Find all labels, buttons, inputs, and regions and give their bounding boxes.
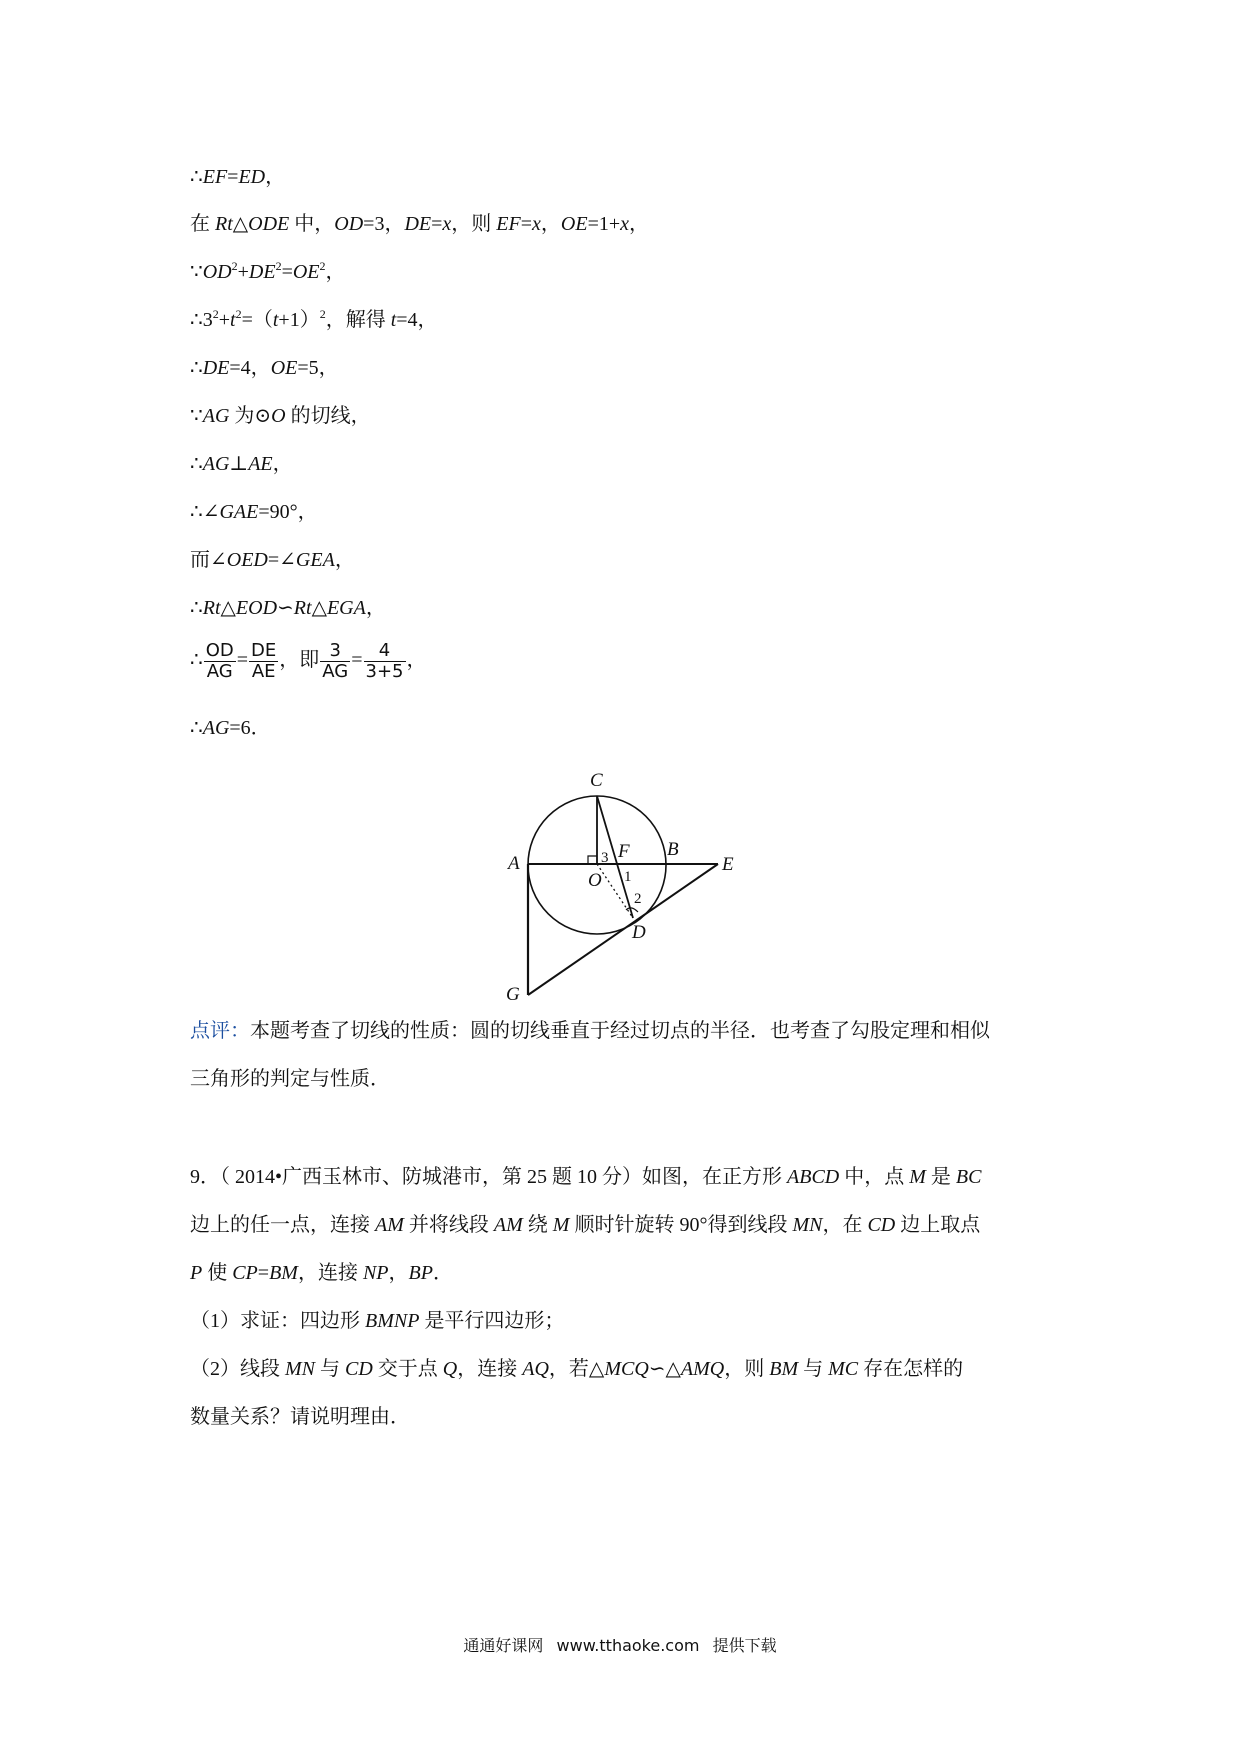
problem9-part-2-line-1: （2）线段 MN 与 CD 交于点 Q，连接 AQ，若△MCQ∽△AMQ，则 BM 与 MC 存在怎样的 [190, 1358, 964, 1380]
fraction-od-ag: $\frac{OD}{AG}$ [205, 639, 234, 682]
fraction-de-ae: $\frac{DE}{AE}$ [251, 639, 277, 682]
label-e: E [722, 854, 734, 875]
label-c: C [590, 770, 603, 791]
problem9-line-2: 边上的任一点，连接 AM 并将线段 AM 绕 M 顺时针旋转 90°得到线段 MN，在 CD 边上取点 [190, 1214, 981, 1236]
footer-suffix: 提供下载 [712, 1636, 777, 1655]
label-o: O [588, 870, 602, 891]
problem9-part-2-line-2: 数量关系？请说明理由． [190, 1406, 410, 1428]
step-4: $\therefore 3^2+t^2=(t+1)^2$，解得 t=4， [190, 307, 438, 331]
problem9-line-3: P 使 CP=BM，连接 NP，BP． [190, 1262, 453, 1284]
label-angle-2: 2 [634, 891, 642, 907]
step-6: ∵AG 为⊙O 的切线， [190, 405, 371, 427]
fraction-4-8: $\frac{4}{3+5}$ [365, 639, 404, 682]
problem9-part-1: （1）求证：四边形 BMNP 是平行四边形； [190, 1310, 565, 1332]
label-a: A [508, 853, 520, 874]
comment-line-1: 点评：本题考查了切线的性质：圆的切线垂直于经过切点的半径．也考查了勾股定理和相似 [190, 1020, 990, 1042]
label-g: G [506, 984, 520, 1005]
geometry-figure [490, 760, 760, 1010]
problem9-line-1: 9．（ 2014•广西玉林市、防城港市，第 25 题 10 分）如图，在正方形 ABCD 中，点 M 是 BC [190, 1166, 982, 1188]
step-8: ∴∠GAE=90°， [190, 501, 318, 523]
comment-label: 点评： [190, 1020, 250, 1042]
step-11-proportion: ∴ $\frac{OD}{AG}$ = $\frac{DE}{AE}$ ，即 $\frac{3}{AG}$ = $\frac{4}{3+5}$ ， [190, 639, 427, 682]
label-angle-1: 1 [624, 869, 632, 885]
step-3: $\because OD^2+DE^2=OE^2$， [190, 259, 346, 283]
step-9: 而∠OED=∠GEA， [190, 549, 355, 571]
fraction-3-ag: $\frac{3}{AG}$ [322, 639, 349, 682]
footer-url[interactable]: www.tthaoke.com [556, 1636, 700, 1655]
step-7: ∴AG⊥AE， [190, 453, 293, 475]
label-f: F [618, 841, 630, 862]
label-d: D [632, 922, 646, 943]
page-footer [0, 1633, 1240, 1656]
label-angle-3: 3 [601, 850, 609, 866]
comment-line-2: 三角形的判定与性质． [190, 1068, 390, 1090]
step-2: 在 Rt△ODE 中，OD=3，DE=x，则 EF=x，OE=1+x， [190, 213, 650, 235]
step-10: ∴Rt△EOD∽Rt△EGA， [190, 597, 386, 619]
step-5: ∴DE=4，OE=5， [190, 357, 339, 379]
label-b: B [667, 839, 679, 860]
right-angle-mark [588, 856, 597, 864]
step-1: ∴EF=ED， [190, 166, 286, 188]
footer-site-name: 通通好课网 [463, 1636, 544, 1655]
step-12: ∴AG=6． [190, 717, 271, 739]
